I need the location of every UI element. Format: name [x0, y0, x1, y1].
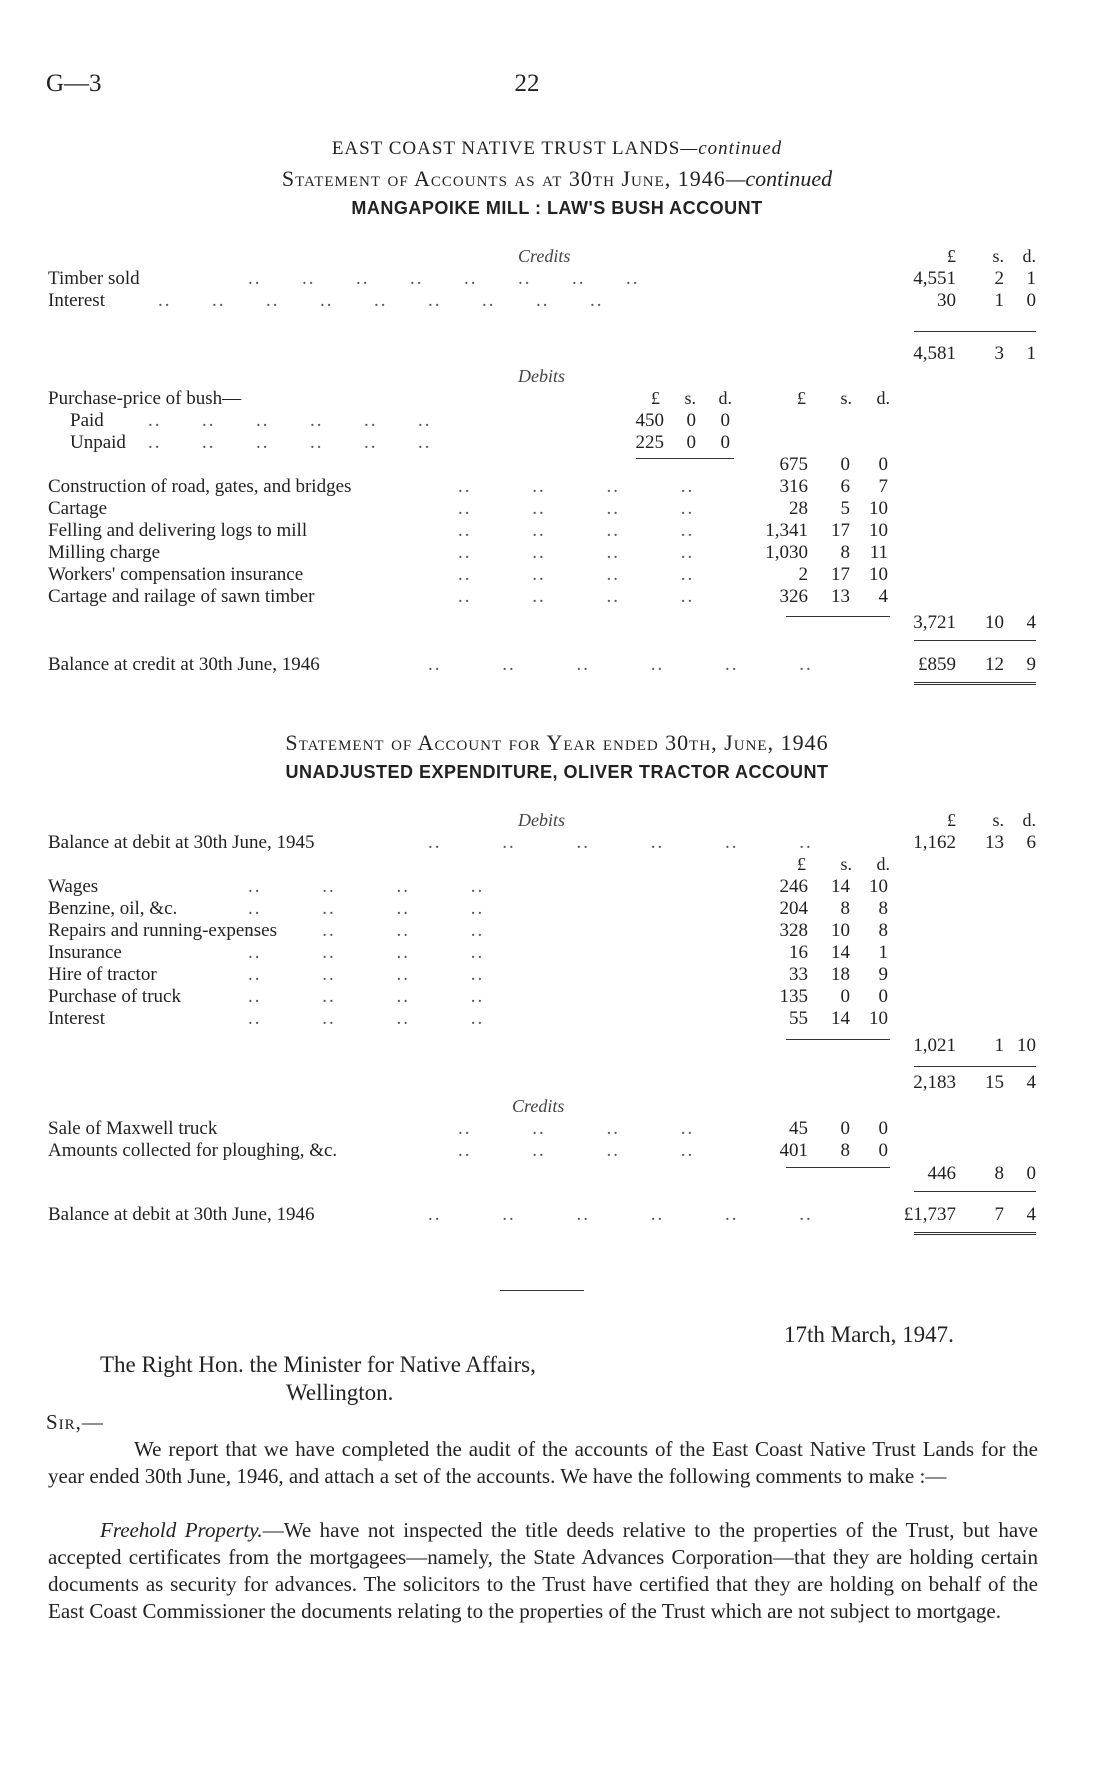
- amount-pounds: 1,030: [765, 542, 808, 563]
- leader-dots: .. .. .. ..: [458, 498, 695, 519]
- divider: [636, 458, 734, 459]
- row-label: Paid: [70, 410, 104, 431]
- col-head-pounds: £: [947, 246, 956, 266]
- divider: [914, 1191, 1036, 1192]
- debits-label: Debits: [518, 366, 565, 386]
- credit-row-timber: Timber sold .. .. .. .. .. .. .. ..: [48, 268, 640, 289]
- leader-dots: .. .. .. ..: [248, 964, 485, 985]
- amount-shillings: 18: [831, 964, 850, 985]
- table-row: [48, 520, 1048, 542]
- purchase-total-pounds: 675: [779, 454, 808, 475]
- amount-pounds: 246: [779, 876, 808, 897]
- purchase-total-pence: 0: [878, 454, 888, 475]
- row-label: Construction of road, gates, and bridges: [48, 476, 352, 497]
- row-label: Wages: [48, 876, 99, 897]
- credits-label: Credits: [518, 246, 571, 266]
- amount-pence: 8: [878, 898, 888, 919]
- salutation: Sir,—: [46, 1410, 104, 1434]
- credits2-total-pounds: 446: [927, 1163, 956, 1184]
- leader-dots: .. .. .. ..: [458, 542, 695, 563]
- paragraph-heading: Freehold Property.: [100, 1518, 263, 1542]
- col-head-pence: d.: [1022, 810, 1036, 830]
- amount-pence: 0: [878, 1118, 888, 1139]
- amount-shillings: 2: [994, 268, 1004, 289]
- opening-shillings: 13: [985, 832, 1004, 853]
- amount-pounds: 16: [789, 942, 808, 963]
- amount-shillings: 14: [831, 1008, 850, 1029]
- sub-amount-pence: 0: [720, 410, 730, 431]
- amount-pounds: 204: [779, 898, 808, 919]
- double-rule: [914, 682, 1036, 685]
- debits2-label: Debits: [518, 810, 565, 830]
- amount-pence: 1: [1026, 268, 1036, 289]
- col-head-pence: d.: [1022, 246, 1036, 266]
- subtitle-continued: —continued: [725, 166, 833, 191]
- row-label: Cartage: [48, 498, 108, 519]
- amount-pounds: 1,341: [765, 520, 808, 541]
- amount-shillings: 5: [840, 498, 850, 519]
- row-label: Amounts collected for ploughing, &c.: [48, 1140, 338, 1161]
- debits2-total-shillings: 1: [994, 1035, 1004, 1056]
- divider: [914, 640, 1036, 641]
- leader-dots: .. .. .. ..: [248, 942, 485, 963]
- amount-pounds: 326: [779, 586, 808, 607]
- amount-pence: 0: [878, 986, 888, 1007]
- debits-total-pence: 4: [1026, 612, 1036, 633]
- col2-head-pounds: £: [797, 854, 806, 874]
- table-row: [48, 498, 1048, 520]
- row-label: Interest: [48, 290, 105, 311]
- row-label: Purchase of truck: [48, 986, 181, 1007]
- amount-pence: 7: [878, 476, 888, 497]
- purchase-row-paid: Paid .. .. .. .. .. ..: [70, 410, 432, 431]
- table-row: [48, 476, 1048, 498]
- sub-amount-pounds: 225: [635, 432, 664, 453]
- amount-pence: 9: [878, 964, 888, 985]
- divider: [914, 1066, 1036, 1067]
- balance-pence: 9: [1026, 654, 1036, 675]
- amount-pounds: 55: [789, 1008, 808, 1029]
- amount-shillings: 17: [831, 564, 850, 585]
- debits-total-shillings: 10: [985, 612, 1004, 633]
- table-row: [48, 586, 1048, 608]
- amount-shillings: 6: [840, 476, 850, 497]
- table-row: [48, 942, 1048, 964]
- amount-shillings: 1: [994, 290, 1004, 311]
- divider: [786, 1167, 890, 1168]
- table-row: [48, 564, 1048, 586]
- balance-pounds: £859: [918, 654, 956, 675]
- row-label: Workers' compensation insurance: [48, 564, 304, 585]
- leader-dots: .. .. .. ..: [458, 564, 695, 585]
- balance-shillings: 12: [985, 654, 1004, 675]
- purchase-price-heading: [48, 388, 1048, 410]
- credits2-total-pence: 0: [1026, 1163, 1036, 1184]
- sub-amount-pence: 0: [720, 432, 730, 453]
- col-head-pounds: £: [947, 810, 956, 830]
- statement2-subtitle: Statement of Account for Year ended 30th, June, 1946: [285, 730, 829, 755]
- row-label: Hire of tractor: [48, 964, 157, 985]
- leader-dots: .. .. .. ..: [458, 1118, 695, 1139]
- sub-amount-pounds: 450: [635, 410, 664, 431]
- row-label: Repairs and running-expenses: [48, 920, 277, 941]
- balance-credit-row: Balance at credit at 30th June, 1946 .. .. .. .. .. ..: [48, 654, 813, 675]
- sub-col-head-shillings: s.: [684, 388, 696, 408]
- amount-shillings: 17: [831, 520, 850, 541]
- credits2-total-shillings: 8: [994, 1163, 1004, 1184]
- table-row: [48, 964, 1048, 986]
- amount-pounds: 28: [789, 498, 808, 519]
- opening-pence: 6: [1026, 832, 1036, 853]
- amount-shillings: 14: [831, 942, 850, 963]
- col2-head-pence: d.: [876, 388, 890, 408]
- amount-shillings: 0: [840, 1118, 850, 1139]
- account-heading: MANGAPOIKE MILL : LAW'S BUSH ACCOUNT: [351, 198, 763, 218]
- row-label: Benzine, oil, &c.: [48, 898, 178, 919]
- row-label: Balance at debit at 30th June, 1946: [48, 1204, 315, 1225]
- debits-total-pounds: 3,721: [913, 612, 956, 633]
- divider: [786, 1039, 890, 1040]
- sub-amount-shillings: 0: [686, 410, 696, 431]
- document-title: [0, 138, 1114, 160]
- sub-amount-shillings: 0: [686, 432, 696, 453]
- table-row: [48, 542, 1048, 564]
- col2-head-shillings: s.: [840, 854, 852, 874]
- statement-subtitle: [0, 166, 1114, 192]
- debits2-total-pence: 10: [1017, 1035, 1036, 1056]
- opening-balance-row: Balance at debit at 30th June, 1945 .. .. .. .. .. ..: [48, 832, 813, 853]
- title-text: EAST COAST NATIVE TRUST LANDS: [331, 138, 681, 159]
- addressee-line2: Wellington.: [286, 1380, 394, 1405]
- amount-pence: 4: [878, 586, 888, 607]
- paragraph-dash: —: [262, 1518, 284, 1542]
- amount-pounds: 33: [789, 964, 808, 985]
- leader-dots: .. .. .. ..: [458, 586, 695, 607]
- grand-total-pence: 4: [1026, 1072, 1036, 1093]
- amount-shillings: 14: [831, 876, 850, 897]
- credits-total-pounds: 4,581: [913, 343, 956, 364]
- table-row: [48, 1008, 1048, 1030]
- title-continued: —continued: [680, 138, 783, 159]
- row-label: Sale of Maxwell truck: [48, 1118, 218, 1139]
- amount-pounds: 4,551: [913, 268, 956, 289]
- sub-col-head-pounds: £: [651, 388, 660, 408]
- grand-total-pounds: 2,183: [913, 1072, 956, 1093]
- purchase-total-shillings: 0: [840, 454, 850, 475]
- row-label: Felling and delivering logs to mill: [48, 520, 308, 541]
- table-row: [48, 986, 1048, 1008]
- table-row: [48, 1140, 1048, 1162]
- letter-paragraph-2: [48, 1517, 1038, 1625]
- amount-pounds: 328: [779, 920, 808, 941]
- amount-pounds: 30: [937, 290, 956, 311]
- credits-total-shillings: 3: [994, 343, 1004, 364]
- sub-col-head-pence: d.: [718, 388, 732, 408]
- row-label: Timber sold: [48, 268, 140, 289]
- page-number: 22: [514, 70, 540, 97]
- row-label: Insurance: [48, 942, 122, 963]
- subtitle-text: Statement of Accounts as at 30th June, 1946: [281, 166, 726, 191]
- amount-pence: 8: [878, 920, 888, 941]
- grand-total-shillings: 15: [985, 1072, 1004, 1093]
- credit-row-interest: Interest .. .. .. .. .. .. .. .. ..: [48, 290, 604, 311]
- amount-shillings: 8: [840, 898, 850, 919]
- col2-head-shillings: s.: [840, 388, 852, 408]
- divider: [786, 616, 890, 617]
- credits-total-pence: 1: [1026, 343, 1036, 364]
- leader-dots: .. .. .. ..: [248, 920, 485, 941]
- letter-paragraph-1: We report that we have completed the audit of the accounts of the East Coast Native Trust Lands for the year ended 30th June, 1946, and attach a set of the accounts. We have the following comments to make :—: [48, 1437, 1038, 1488]
- amount-pence: 10: [869, 564, 888, 585]
- table-row: [48, 1118, 1048, 1140]
- col-head-shillings: s.: [992, 246, 1004, 266]
- leader-dots: .. .. .. ..: [248, 876, 485, 897]
- opening-pounds: 1,162: [913, 832, 956, 853]
- amount-pence: 11: [869, 542, 888, 563]
- col2-head-pence: d.: [876, 854, 890, 874]
- purchase-row-unpaid: Unpaid .. .. .. .. .. ..: [70, 432, 432, 453]
- amount-pounds: 45: [789, 1118, 808, 1139]
- account2-heading: UNADJUSTED EXPENDITURE, OLIVER TRACTOR ACCOUNT: [285, 762, 829, 782]
- amount-pence: 10: [869, 498, 888, 519]
- leader-dots: .. .. .. ..: [248, 898, 485, 919]
- debits2-total-pounds: 1,021: [913, 1035, 956, 1056]
- col-head-shillings: s.: [992, 810, 1004, 830]
- credits2-label: Credits: [512, 1096, 565, 1116]
- page-code: G—3: [46, 70, 102, 97]
- amount-pence: 0: [878, 1140, 888, 1161]
- closing-pounds: £1,737: [903, 1204, 956, 1225]
- section-separator: [500, 1290, 584, 1291]
- closing-shillings: 7: [994, 1204, 1004, 1225]
- amount-pounds: 401: [779, 1140, 808, 1161]
- leader-dots: .. .. .. ..: [248, 986, 485, 1007]
- amount-pounds: 2: [798, 564, 808, 585]
- amount-pence: 1: [878, 942, 888, 963]
- table-row: [48, 876, 1048, 898]
- amount-pence: 10: [869, 520, 888, 541]
- row-label: Unpaid: [70, 432, 126, 453]
- amount-pence: 0: [1026, 290, 1036, 311]
- amount-shillings: 0: [840, 986, 850, 1007]
- col2-head-pounds: £: [797, 388, 806, 408]
- row-label: Cartage and railage of sawn timber: [48, 586, 315, 607]
- leader-dots: .. .. .. ..: [458, 476, 695, 497]
- paragraph-body: We have not inspected the title deeds relative to the properties of the Trust, but have accepted certificates from the mortgagees—namely, the State Advances Corporation—that they are holding certain documents as security for advances. The solicitors to the Trust have certified that they are holding on behalf of the East Coast Commissioner the documents relating to the properties of the Trust which are not subject to mortgage.: [48, 1518, 1038, 1623]
- amount-shillings: 13: [831, 586, 850, 607]
- closing-pence: 4: [1026, 1204, 1036, 1225]
- amount-shillings: 10: [831, 920, 850, 941]
- leader-dots: .. .. .. ..: [248, 1008, 485, 1029]
- double-rule: [914, 1232, 1036, 1235]
- row-label: Purchase-price of bush—: [48, 388, 242, 409]
- row-label: Milling charge: [48, 542, 161, 563]
- amount-pounds: 135: [779, 986, 808, 1007]
- closing-balance-row: Balance at debit at 30th June, 1946 .. .. .. .. .. ..: [48, 1204, 813, 1225]
- table-row: [48, 898, 1048, 920]
- leader-dots: .. .. .. ..: [458, 1140, 695, 1161]
- amount-pence: 10: [869, 1008, 888, 1029]
- leader-dots: .. .. .. ..: [458, 520, 695, 541]
- addressee-line1: The Right Hon. the Minister for Native Affairs,: [100, 1352, 536, 1377]
- row-label: Interest: [48, 1008, 105, 1029]
- amount-shillings: 8: [840, 542, 850, 563]
- amount-pence: 10: [869, 876, 888, 897]
- letter-date: 17th March, 1947.: [784, 1322, 954, 1347]
- amount-shillings: 8: [840, 1140, 850, 1161]
- row-label: Balance at credit at 30th June, 1946: [48, 654, 320, 675]
- divider: [914, 331, 1036, 332]
- amount-pounds: 316: [779, 476, 808, 497]
- table-row: [48, 920, 1048, 942]
- row-label: Balance at debit at 30th June, 1945: [48, 832, 315, 853]
